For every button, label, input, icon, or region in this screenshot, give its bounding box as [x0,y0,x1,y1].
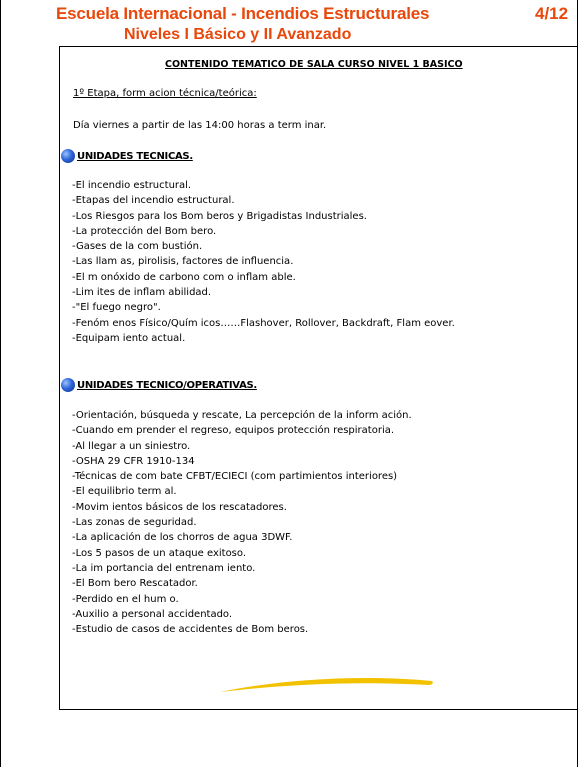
unidades-tecnicas-list [72,178,455,346]
list-item: -Estudio de casos de accidentes de Bom beros. [72,624,309,636]
list-item: -Lim ites de inflam abilidad. [72,287,212,299]
list-item: -La im portancia del entrenam iento. [72,562,256,574]
document-subtitle: Niveles I Básico y II Avanzado [124,26,352,43]
list-item: -Auxilio a personal accidentado. [72,608,233,620]
list-item: -Las zonas de seguridad. [72,517,197,529]
list-item: -Las llam as, pirolisis, factores de influencia. [72,256,294,268]
list-item: -La protección del Bom bero. [72,225,217,237]
list-item: -El Bom bero Rescatador. [72,578,198,590]
section-title: UNIDADES TECNICAS. [77,150,193,162]
list-item: -Fenóm enos Físico/Quím icos……Flashover, Rollover, Backdraft, Flam eover. [72,317,455,329]
schedule-text: Día viernes a partir de las 14:00 horas a term inar. [73,120,327,131]
list-item: -OSHA 29 CFR 1910-134 [72,455,195,467]
list-item: -Los Riesgos para los Bom beros y Brigadistas Industriales. [72,210,367,222]
section-header-unidades-tecnicas [61,149,193,163]
list-item: -Técnicas de com bate CFBT/ECIECI (com partimientos interiores) [72,471,398,483]
swoosh-shape [220,678,433,692]
list-item: -Los 5 pasos de un ataque exitoso. [72,547,247,559]
list-item: -Perdido en el hum o. [72,593,179,605]
page-number: 4/12 [535,4,569,23]
unidades-tecnico-operativas-list [72,408,412,637]
blue-sphere-icon [61,378,75,392]
list-item: -Cuando em prender el regreso, equipos protección respiratoria. [72,425,395,437]
section-header-unidades-tecnico-operativas [61,378,257,392]
blue-sphere-icon [61,149,75,163]
page-border-right [577,0,578,767]
content-heading: CONTENIDO TEMATICO DE SALA CURSO NIVEL 1 BASICO [165,59,463,70]
list-item: -"El fuego negro". [72,302,161,314]
list-item: -El incendio estructural. [72,180,192,191]
page-border-left [0,0,1,767]
list-item: -El equilibrio term al. [72,486,177,498]
list-item: -Gases de la com bustión. [72,241,203,253]
list-item: -Etapas del incendio estructural. [72,195,235,207]
yellow-swoosh-decoration [218,670,438,696]
etapa-label: 1º Etapa, form acion técnica/teórica: [73,88,257,99]
document-title: Escuela Internacional - Incendios Estructurales [56,4,430,23]
section-title: UNIDADES TECNICO/OPERATIVAS. [77,379,257,391]
list-item: -La aplicación de los chorros de agua 3DWF. [72,532,293,544]
list-item: -Equipam iento actual. [72,332,186,344]
list-item: -Orientación, búsqueda y rescate, La percepción de la inform ación. [72,410,412,421]
list-item: -Al llegar a un siniestro. [72,440,191,452]
list-item: -Movim ientos básicos de los rescatadores. [72,501,287,513]
list-item: -El m onóxido de carbono com o inflam able. [72,271,296,283]
